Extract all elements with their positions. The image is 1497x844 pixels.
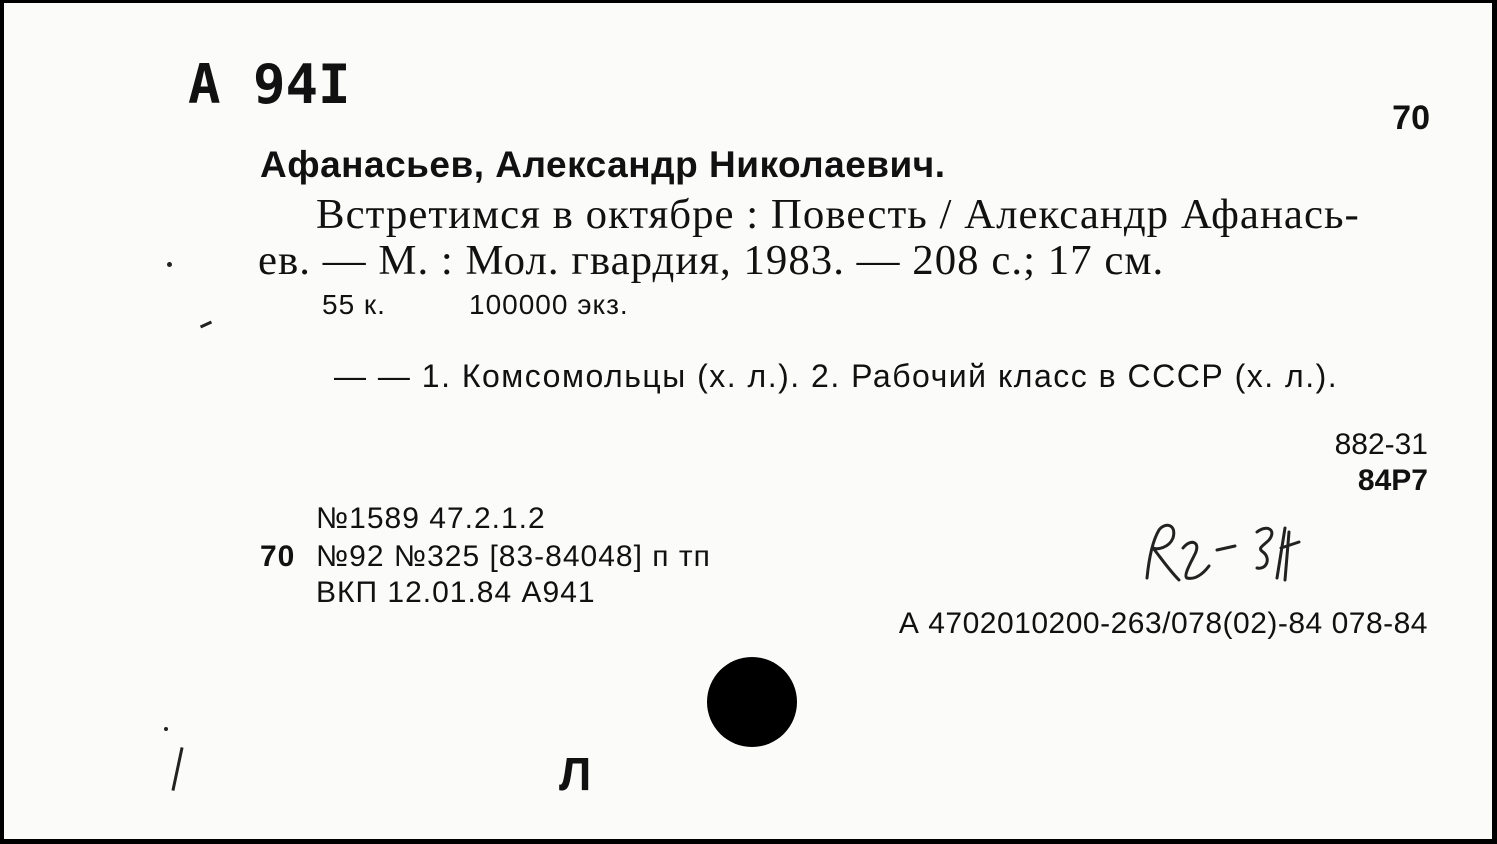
punch-hole xyxy=(707,657,797,747)
classification-index: 882-31 xyxy=(1334,428,1428,461)
subject-headings: — — 1. Комсомольцы (х. л.). 2. Рабочий класс в СССР (х. л.). xyxy=(334,358,1339,394)
handwritten-signature xyxy=(1139,518,1329,598)
circulation: 100000 экз. xyxy=(469,289,629,320)
author-heading: Афанасьев, Александр Николаевич. xyxy=(260,144,946,185)
isbn-line: А 4702010200-263/078(02)-84 078-84 xyxy=(898,607,1428,640)
description-line-1: Встретимся в октябре : Повесть / Александр Афанась- xyxy=(316,192,1360,238)
page-number: 70 xyxy=(1392,99,1430,137)
shelf-mark: A 94I xyxy=(188,53,351,116)
stray-dot xyxy=(167,262,172,267)
tech-line-1: №1589 47.2.1.2 xyxy=(316,502,546,535)
tech-line-3: ВКП 12.01.84 А941 xyxy=(316,576,596,609)
description-line-2: ев. — М. : Мол. гвардия, 1983. — 208 с.; 17 см. xyxy=(258,238,1165,284)
stray-dot xyxy=(164,727,168,731)
catalog-card xyxy=(4,3,1492,839)
tech-line-2: №92 №325 [83-84048] п тп xyxy=(316,540,711,573)
stray-dash xyxy=(200,321,212,329)
classification-code: 84Р7 xyxy=(1357,464,1428,497)
tech-line-2-number: 70 xyxy=(260,540,296,573)
stray-pencil-mark xyxy=(171,747,183,791)
footer-letter: Л xyxy=(559,748,592,800)
price: 55 к. xyxy=(322,289,386,320)
